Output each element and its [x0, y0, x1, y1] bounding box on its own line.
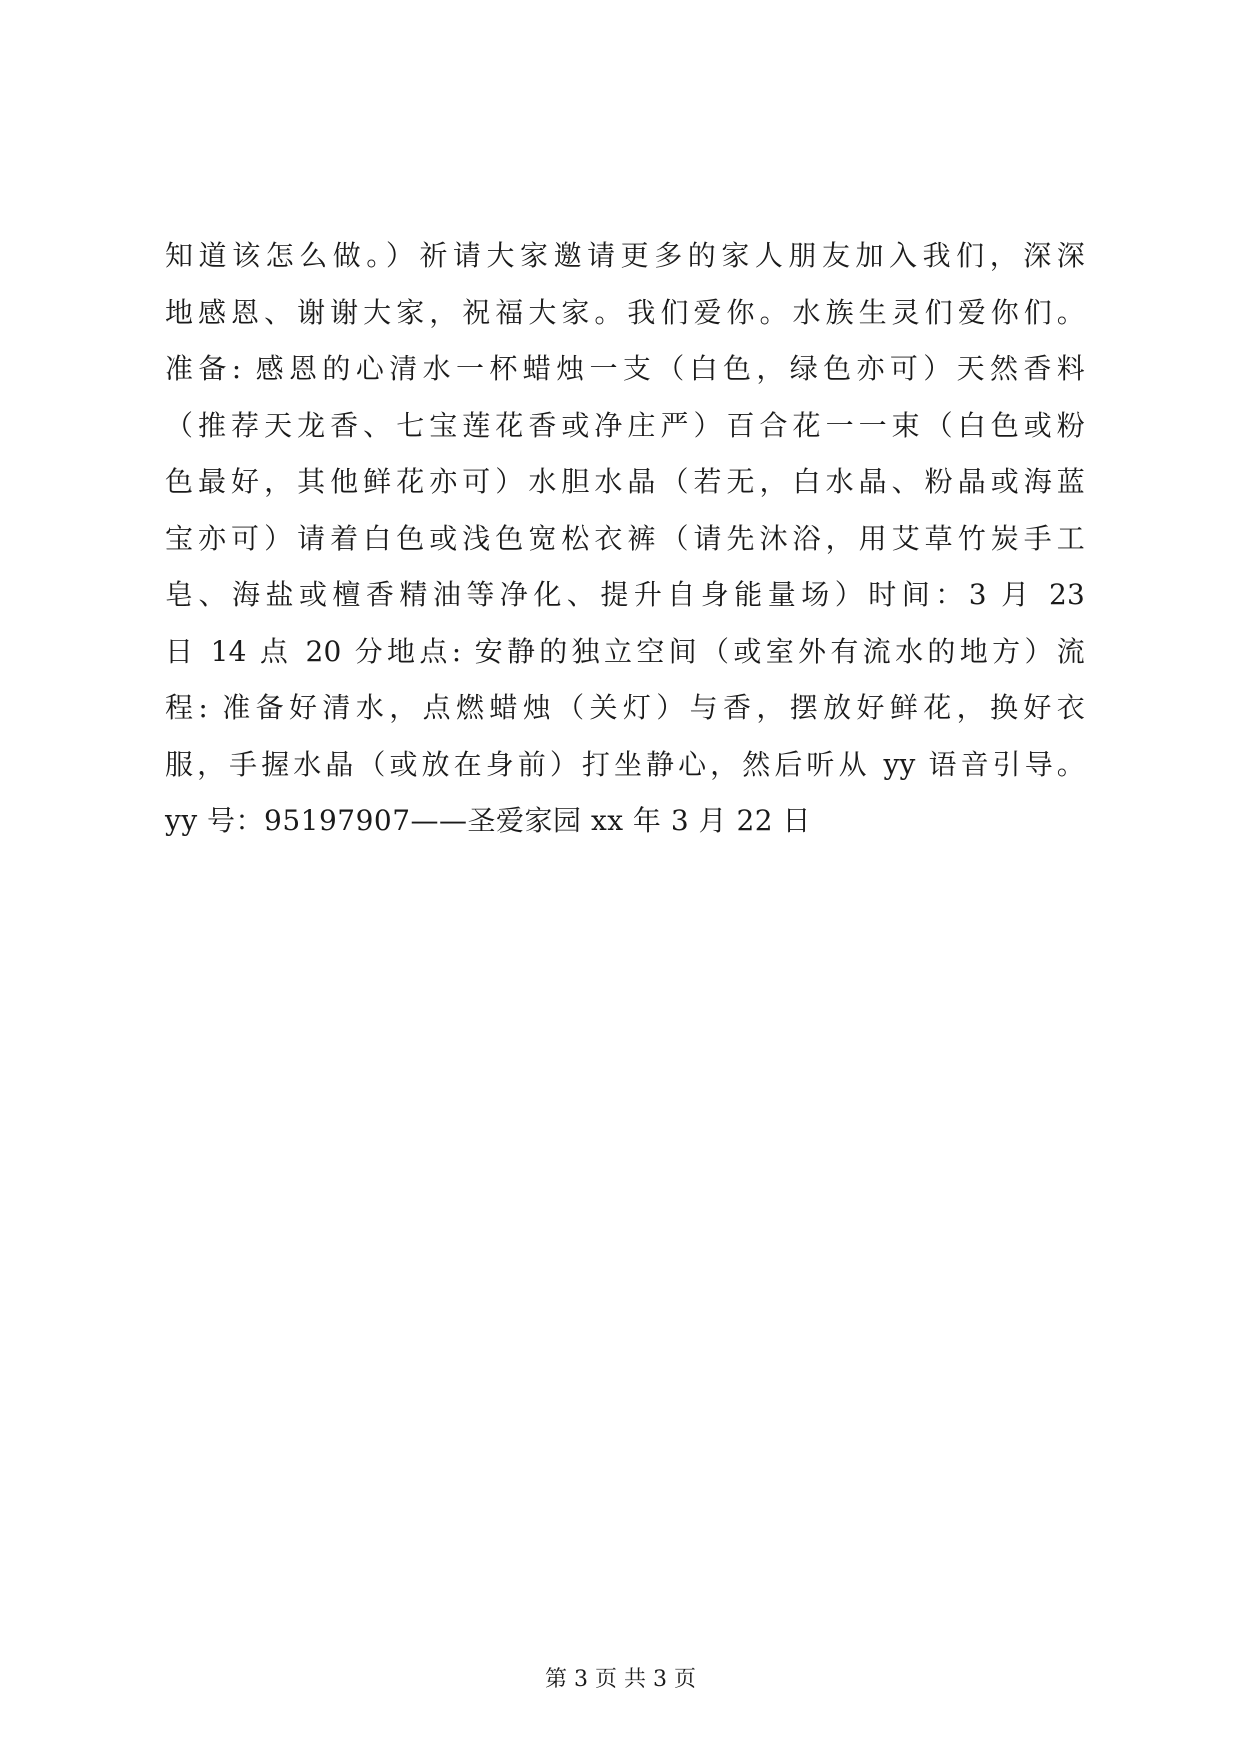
text-line: 程: 准备好清水，点燃蜡烛（关灯）与香，摆放好鲜花，换好衣: [165, 691, 1085, 724]
body-text: [165, 228, 1085, 850]
text-line: 宝亦可）请着白色或浅色宽松衣裤（请先沐浴，用艾草竹炭手工: [165, 521, 1085, 555]
text-line: 知道该怎么做。）祈请大家邀请更多的家人朋友加入我们，深深: [165, 239, 1085, 272]
page-number-footer: 第 3 页 共 3 页: [545, 1667, 696, 1692]
text-line: 准备: 感恩的心清水一杯蜡烛一支（白色，绿色亦可）天然香料: [165, 352, 1085, 385]
text-line: 皂、海盐或檀香精油等净化、提升自身能量场）时间：3 月 23: [165, 578, 1085, 611]
text-line: yy 号：95197907——圣爱家园 xx 年 3 月 22 日: [165, 804, 811, 837]
text-line: 日 14 点 20 分地点: 安静的独立空间（或室外有流水的地方）流: [165, 634, 1085, 668]
text-line: （推荐天龙香、七宝莲花香或净庄严）百合花一一束（白色或粉: [165, 408, 1085, 442]
text-line: 服，手握水晶（或放在身前）打坐静心，然后听从 yy 语音引导。: [165, 747, 1085, 781]
text-line: 地感恩、谢谢大家，祝福大家。我们爱你。水族生灵们爱你们。: [165, 295, 1085, 329]
text-line: 色最好，其他鲜花亦可）水胆水晶（若无，白水晶、粉晶或海蓝: [165, 465, 1085, 498]
